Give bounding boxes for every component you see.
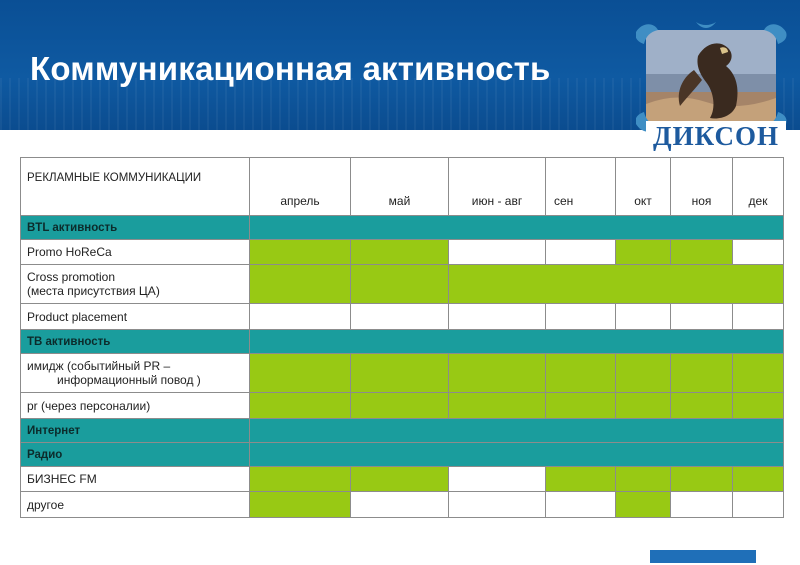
- column-header: май: [351, 158, 449, 216]
- schedule-cell-active: [250, 492, 351, 518]
- schedule-cell-empty: [449, 240, 546, 265]
- section-fill: [250, 216, 784, 240]
- schedule-cell-empty: [449, 467, 546, 492]
- schedule-cell-active: [671, 240, 733, 265]
- column-header: дек: [733, 158, 784, 216]
- schedule-cell-active: [351, 265, 449, 304]
- schedule-cell-active: [733, 354, 784, 393]
- schedule-cell-empty: [449, 492, 546, 518]
- communications-schedule-table: [20, 157, 784, 518]
- schedule-cell-active: [546, 354, 616, 393]
- schedule-cell-empty: [733, 492, 784, 518]
- column-header: сен: [546, 158, 616, 216]
- schedule-cell-empty: [616, 304, 671, 330]
- schedule-cell-empty: [671, 304, 733, 330]
- row-label: [21, 265, 250, 304]
- row-label: Product placement: [21, 304, 250, 330]
- schedule-cell-active: [351, 467, 449, 492]
- section-label: Интернет: [21, 419, 250, 443]
- schedule-cell-empty: [250, 304, 351, 330]
- schedule-cell-empty: [546, 240, 616, 265]
- column-header: июн - авг: [449, 158, 546, 216]
- row-label-line: (места присутствия ЦА): [27, 284, 160, 298]
- table-row: [21, 393, 784, 419]
- row-label-line: имидж (событийный PR –: [27, 359, 171, 373]
- schedule-cell-active: [546, 467, 616, 492]
- schedule-cell-active: [250, 393, 351, 419]
- schedule-cell-active: [351, 393, 449, 419]
- column-header: ноя: [671, 158, 733, 216]
- schedule-cell-active: [671, 354, 733, 393]
- schedule-cell-empty: [671, 492, 733, 518]
- schedule-cell-active: [671, 393, 733, 419]
- section-label: ТВ активность: [21, 330, 250, 354]
- table-row: [21, 240, 784, 265]
- column-header: окт: [616, 158, 671, 216]
- schedule-cell-empty: [351, 304, 449, 330]
- schedule-cell-active: [250, 467, 351, 492]
- row-label: Promo HoReCa: [21, 240, 250, 265]
- row-label: [21, 354, 250, 393]
- table-row: [21, 304, 784, 330]
- schedule-cell-active: [546, 393, 616, 419]
- section-fill: [250, 443, 784, 467]
- table-header-row: [21, 158, 784, 216]
- schedule-cell-active: [250, 240, 351, 265]
- schedule-cell-active: [616, 467, 671, 492]
- table-row: [21, 265, 784, 304]
- schedule-cell-active: [250, 354, 351, 393]
- row-label: другое: [21, 492, 250, 518]
- header-communications-label: РЕКЛАМНЫЕ КОММУНИКАЦИИ: [21, 158, 250, 216]
- schedule-cell-active: [733, 467, 784, 492]
- row-label-line: информационный повод ): [57, 373, 201, 387]
- row-label-line: Cross promotion: [27, 270, 116, 284]
- footer-accent-bar: [650, 550, 756, 563]
- schedule-cell-active: [616, 393, 671, 419]
- schedule-cell-active: [449, 393, 546, 419]
- row-label: БИЗНЕС FM: [21, 467, 250, 492]
- schedule-cell-active: [671, 467, 733, 492]
- section-label: BTL активность: [21, 216, 250, 240]
- section-fill: [250, 419, 784, 443]
- row-label: pr (через персоналии): [21, 393, 250, 419]
- schedule-cell-active: [733, 393, 784, 419]
- table-row: [21, 467, 784, 492]
- schedule-cell-active: [616, 492, 671, 518]
- logo-brand-text: ДИКСОН: [646, 121, 786, 152]
- schedule-cell-empty: [351, 492, 449, 518]
- section-fill: [250, 330, 784, 354]
- schedule-cell-active: [351, 354, 449, 393]
- section-row: [21, 443, 784, 467]
- schedule-cell-active: [351, 240, 449, 265]
- schedule-cell-active: [449, 354, 546, 393]
- schedule-cell-empty: [546, 304, 616, 330]
- table-row: [21, 492, 784, 518]
- schedule-cell-empty: [733, 304, 784, 330]
- table-row: [21, 354, 784, 393]
- schedule-cell-active: [616, 240, 671, 265]
- slide-title: Коммуникационная активность: [30, 50, 551, 87]
- section-row: [21, 330, 784, 354]
- schedule-cell-empty: [733, 240, 784, 265]
- schedule-cell-active: [616, 354, 671, 393]
- section-row: [21, 419, 784, 443]
- schedule-cell-empty: [449, 304, 546, 330]
- schedule-cell-empty: [546, 492, 616, 518]
- section-label: Радио: [21, 443, 250, 467]
- schedule-cell-active: [250, 265, 351, 304]
- column-header: апрель: [250, 158, 351, 216]
- section-row: [21, 216, 784, 240]
- schedule-cell-active: [449, 265, 784, 304]
